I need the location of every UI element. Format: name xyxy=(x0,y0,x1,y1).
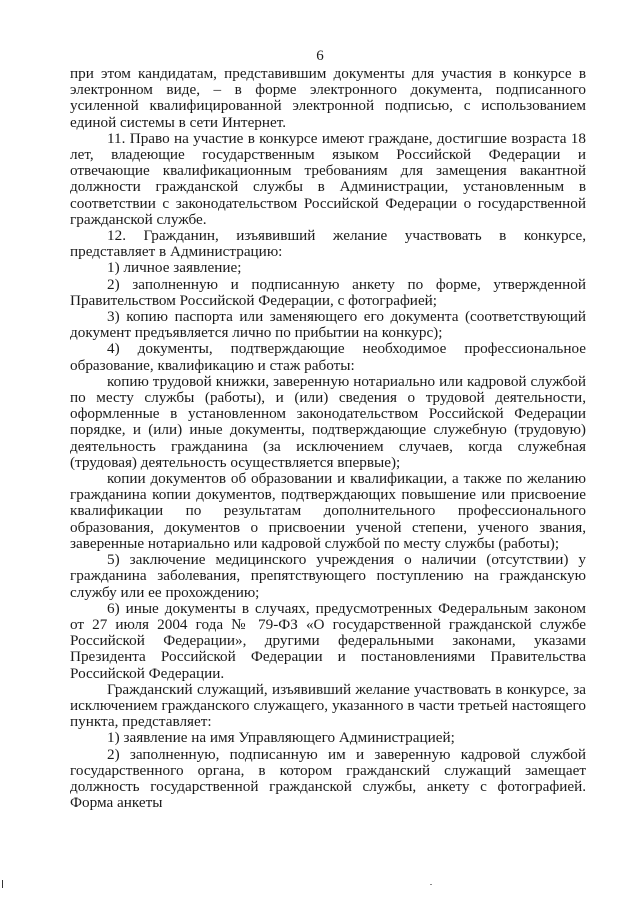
list-item-certified-questionnaire: 2) заполненную, подписанную им и заверенную кадровой службой государственного органа, в котором гражданский служащий замещает должность государственной гражданской службы, анкету с фотографией. Форма анкеты xyxy=(70,745,586,812)
scan-speck xyxy=(430,884,432,885)
scan-margin-mark xyxy=(2,880,3,888)
list-item-education-documents: 4) документы, подтверждающие необходимое профессиональное образование, квалификацию и стаж работы: xyxy=(70,340,586,374)
paragraph-civil-servant-submits: Гражданский служащий, изъявивший желание участвовать в конкурсе, за исключением гражданского служащего, указанного в части третьей настоящего пункта, представляет: xyxy=(70,680,586,731)
sub-item-education-copies: копии документов об образовании и квалификации, а также по желанию гражданина копии документов, подтверждающих повышение или присвоение квалификации по результатам дополнительного профессионального образования, документов о присвоении ученой степени, ученого звания, заверенные нотариально или кадровой службой по месту службы (работы); xyxy=(70,470,586,552)
list-item-application: 1) заявление на имя Управляющего Администрацией; xyxy=(107,729,455,747)
paragraph-11-right-to-participate: 11. Право на участие в конкурсе имеют граждане, достигшие возраста 18 лет, владеющие государственным языком Российской Федерации и отвечающие квалификационным требованиям для замещения вакантной должности гражданской службы в Администрации, установленным в соответствии с законодательством Российской Федерации о государственной гражданской службе. xyxy=(70,129,586,228)
list-item-passport-copy: 3) копию паспорта или заменяющего его документа (соответствующий документ предъявляется лично по прибытии на конкурс); xyxy=(70,308,586,342)
list-item-personal-statement: 1) личное заявление; xyxy=(107,259,242,277)
sub-item-employment-record: копию трудовой книжки, заверенную нотариально или кадровой службой по месту службы (работы), и (или) сведения о трудовой деятельности, оформленные в установленном законодательством Российской Федерации порядке, и (или) иные документы, подтверждающие служебную (трудовую) деятельность гражданина (за исключением случаев, когда служебная (трудовая) деятельность осуществляется впервые); xyxy=(70,372,586,471)
paragraph-12-citizen-submits: 12. Гражданин, изъявивший желание участвовать в конкурсе, представляет в Администрацию: xyxy=(70,227,586,261)
list-item-questionnaire: 2) заполненную и подписанную анкету по форме, утвержденной Правительством Российской Федерации, с фотографией; xyxy=(70,275,586,309)
list-item-medical-certificate: 5) заключение медицинского учреждения о наличии (отсутствии) у гражданина заболевания, препятствующего поступлению на гражданскую службу или ее прохождению; xyxy=(70,551,586,601)
paragraph-continuation: при этом кандидатам, представившим документы для участия в конкурсе в электронном виде, – в форме электронного документа, подписанного усиленной квалифицированной электронной подписью, с использованием единой системы в сети Интернет. xyxy=(70,65,586,131)
list-item-other-documents: 6) иные документы в случаях, предусмотренных Федеральным законом от 27 июля 2004 года № 79-ФЗ «О государственной гражданской службе Российской Федерации», другими федеральными законами, указами Президента Российской Федерации и постановлениями Правительства Российской Федерации. xyxy=(70,599,586,682)
document-body xyxy=(70,66,586,811)
page-number: 6 xyxy=(316,48,324,64)
